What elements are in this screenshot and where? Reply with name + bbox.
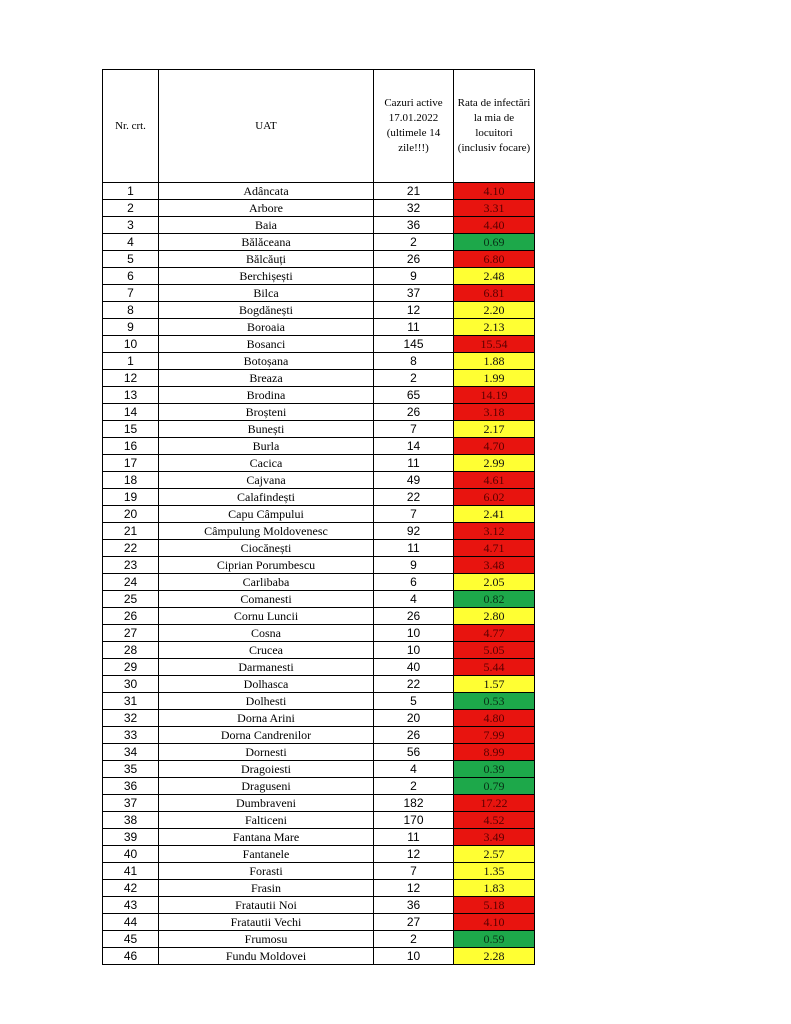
infection-rate-cell: 2.57 <box>454 846 535 863</box>
row-number-cell: 36 <box>103 778 159 795</box>
table-body <box>103 183 535 965</box>
active-cases-cell: 20 <box>374 710 454 727</box>
row-number-cell: 33 <box>103 727 159 744</box>
row-number-cell: 32 <box>103 710 159 727</box>
uat-name-cell: Bosanci <box>159 336 374 353</box>
uat-name-cell: Draguseni <box>159 778 374 795</box>
row-number-cell: 17 <box>103 455 159 472</box>
table-row <box>103 387 535 404</box>
table-row <box>103 217 535 234</box>
uat-name-cell: Broșteni <box>159 404 374 421</box>
row-number-cell: 35 <box>103 761 159 778</box>
uat-name-cell: Frumosu <box>159 931 374 948</box>
uat-name-cell: Comanesti <box>159 591 374 608</box>
active-cases-cell: 65 <box>374 387 454 404</box>
uat-name-cell: Fratautii Noi <box>159 897 374 914</box>
table-row <box>103 727 535 744</box>
active-cases-cell: 10 <box>374 625 454 642</box>
table-row <box>103 591 535 608</box>
row-number-cell: 34 <box>103 744 159 761</box>
table-row <box>103 540 535 557</box>
uat-name-cell: Fratautii Vechi <box>159 914 374 931</box>
table-row <box>103 659 535 676</box>
row-number-cell: 39 <box>103 829 159 846</box>
infection-rate-cell: 5.18 <box>454 897 535 914</box>
table-row <box>103 574 535 591</box>
uat-name-cell: Breaza <box>159 370 374 387</box>
infection-rate-cell: 3.49 <box>454 829 535 846</box>
active-cases-cell: 6 <box>374 574 454 591</box>
table-row <box>103 676 535 693</box>
infection-rate-cell: 3.12 <box>454 523 535 540</box>
row-number-cell: 14 <box>103 404 159 421</box>
active-cases-cell: 21 <box>374 183 454 200</box>
table-row <box>103 608 535 625</box>
infection-rate-cell: 1.83 <box>454 880 535 897</box>
row-number-cell: 29 <box>103 659 159 676</box>
infection-rate-cell: 4.10 <box>454 183 535 200</box>
active-cases-cell: 36 <box>374 897 454 914</box>
infection-rate-cell: 4.77 <box>454 625 535 642</box>
active-cases-cell: 12 <box>374 880 454 897</box>
infection-rate-cell: 2.99 <box>454 455 535 472</box>
row-number-cell: 21 <box>103 523 159 540</box>
active-cases-cell: 11 <box>374 829 454 846</box>
row-number-cell: 4 <box>103 234 159 251</box>
table-row <box>103 710 535 727</box>
uat-name-cell: Dorna Arini <box>159 710 374 727</box>
table-header <box>103 70 535 183</box>
uat-name-cell: Ciocănești <box>159 540 374 557</box>
infection-rate-cell: 4.61 <box>454 472 535 489</box>
uat-name-cell: Adâncata <box>159 183 374 200</box>
infection-rate-cell: 3.48 <box>454 557 535 574</box>
uat-name-cell: Dragoiesti <box>159 761 374 778</box>
uat-name-cell: Fundu Moldovei <box>159 948 374 965</box>
row-number-cell: 22 <box>103 540 159 557</box>
row-number-cell: 8 <box>103 302 159 319</box>
infection-rate-cell: 6.81 <box>454 285 535 302</box>
uat-name-cell: Burla <box>159 438 374 455</box>
uat-name-cell: Falticeni <box>159 812 374 829</box>
table-row <box>103 863 535 880</box>
row-number-cell: 16 <box>103 438 159 455</box>
active-cases-cell: 32 <box>374 200 454 217</box>
row-number-cell: 28 <box>103 642 159 659</box>
infection-rate-cell: 3.18 <box>454 404 535 421</box>
table-row <box>103 200 535 217</box>
table-row <box>103 472 535 489</box>
row-number-cell: 25 <box>103 591 159 608</box>
row-number-cell: 12 <box>103 370 159 387</box>
table-row <box>103 251 535 268</box>
infection-rate-cell: 2.13 <box>454 319 535 336</box>
infection-rate-cell: 2.41 <box>454 506 535 523</box>
active-cases-cell: 7 <box>374 506 454 523</box>
active-cases-cell: 26 <box>374 727 454 744</box>
infection-rate-cell: 1.88 <box>454 353 535 370</box>
row-number-cell: 30 <box>103 676 159 693</box>
row-number-cell: 6 <box>103 268 159 285</box>
active-cases-cell: 36 <box>374 217 454 234</box>
table-row <box>103 931 535 948</box>
table-row <box>103 914 535 931</box>
uat-name-cell: Carlibaba <box>159 574 374 591</box>
infection-rate-cell: 2.28 <box>454 948 535 965</box>
row-number-cell: 44 <box>103 914 159 931</box>
uat-name-cell: Botoșana <box>159 353 374 370</box>
active-cases-cell: 170 <box>374 812 454 829</box>
active-cases-cell: 27 <box>374 914 454 931</box>
infection-rate-cell: 1.57 <box>454 676 535 693</box>
uat-name-cell: Berchișești <box>159 268 374 285</box>
table-row <box>103 829 535 846</box>
infection-rate-cell: 1.35 <box>454 863 535 880</box>
table-row <box>103 455 535 472</box>
row-number-cell: 41 <box>103 863 159 880</box>
active-cases-cell: 12 <box>374 302 454 319</box>
header-infection-rate: Rata de infectări la mia de locuitori (inclusiv focare) <box>454 70 535 183</box>
header-row <box>103 70 535 183</box>
infection-rate-table <box>102 69 535 965</box>
row-number-cell: 1 <box>103 353 159 370</box>
row-number-cell: 20 <box>103 506 159 523</box>
table-row <box>103 285 535 302</box>
uat-name-cell: Bogdănești <box>159 302 374 319</box>
active-cases-cell: 11 <box>374 455 454 472</box>
active-cases-cell: 2 <box>374 370 454 387</box>
table-row <box>103 880 535 897</box>
table-row <box>103 642 535 659</box>
table-row <box>103 438 535 455</box>
active-cases-cell: 2 <box>374 778 454 795</box>
infection-rate-cell: 4.52 <box>454 812 535 829</box>
table-row <box>103 336 535 353</box>
table-row <box>103 625 535 642</box>
table-row <box>103 268 535 285</box>
infection-rate-cell: 14.19 <box>454 387 535 404</box>
row-number-cell: 24 <box>103 574 159 591</box>
uat-name-cell: Capu Câmpului <box>159 506 374 523</box>
table-row <box>103 489 535 506</box>
uat-name-cell: Bilca <box>159 285 374 302</box>
infection-rate-cell: 0.53 <box>454 693 535 710</box>
table-row <box>103 506 535 523</box>
active-cases-cell: 22 <box>374 489 454 506</box>
infection-rate-cell: 0.79 <box>454 778 535 795</box>
infection-rate-cell: 0.82 <box>454 591 535 608</box>
active-cases-cell: 26 <box>374 608 454 625</box>
table-row <box>103 557 535 574</box>
table-row <box>103 183 535 200</box>
uat-name-cell: Dorna Candrenilor <box>159 727 374 744</box>
uat-name-cell: Dolhesti <box>159 693 374 710</box>
infection-rate-cell: 2.80 <box>454 608 535 625</box>
infection-rate-cell: 4.10 <box>454 914 535 931</box>
row-number-cell: 42 <box>103 880 159 897</box>
row-number-cell: 37 <box>103 795 159 812</box>
table-row <box>103 404 535 421</box>
uat-name-cell: Arbore <box>159 200 374 217</box>
active-cases-cell: 49 <box>374 472 454 489</box>
header-nr-crt: Nr. crt. <box>103 70 159 183</box>
table-row <box>103 795 535 812</box>
table-row <box>103 319 535 336</box>
infection-rate-cell: 15.54 <box>454 336 535 353</box>
infection-rate-cell: 6.80 <box>454 251 535 268</box>
uat-name-cell: Cajvana <box>159 472 374 489</box>
infection-rate-cell: 1.99 <box>454 370 535 387</box>
infection-rate-cell: 5.44 <box>454 659 535 676</box>
row-number-cell: 26 <box>103 608 159 625</box>
active-cases-cell: 182 <box>374 795 454 812</box>
uat-name-cell: Cornu Luncii <box>159 608 374 625</box>
infection-rate-cell: 2.20 <box>454 302 535 319</box>
row-number-cell: 1 <box>103 183 159 200</box>
uat-name-cell: Frasin <box>159 880 374 897</box>
header-uat: UAT <box>159 70 374 183</box>
row-number-cell: 45 <box>103 931 159 948</box>
active-cases-cell: 2 <box>374 931 454 948</box>
infection-rate-cell: 17.22 <box>454 795 535 812</box>
row-number-cell: 27 <box>103 625 159 642</box>
uat-name-cell: Forasti <box>159 863 374 880</box>
table-row <box>103 812 535 829</box>
active-cases-cell: 10 <box>374 642 454 659</box>
row-number-cell: 9 <box>103 319 159 336</box>
active-cases-cell: 2 <box>374 234 454 251</box>
table-row <box>103 846 535 863</box>
active-cases-cell: 11 <box>374 319 454 336</box>
infection-rate-cell: 8.99 <box>454 744 535 761</box>
infection-rate-cell: 4.70 <box>454 438 535 455</box>
row-number-cell: 5 <box>103 251 159 268</box>
uat-name-cell: Calafindești <box>159 489 374 506</box>
active-cases-cell: 37 <box>374 285 454 302</box>
infection-rate-cell: 4.71 <box>454 540 535 557</box>
row-number-cell: 40 <box>103 846 159 863</box>
active-cases-cell: 9 <box>374 557 454 574</box>
uat-name-cell: Cacica <box>159 455 374 472</box>
infection-rate-cell: 5.05 <box>454 642 535 659</box>
active-cases-cell: 12 <box>374 846 454 863</box>
table-row <box>103 370 535 387</box>
infection-rate-cell: 2.05 <box>454 574 535 591</box>
infection-rate-cell: 6.02 <box>454 489 535 506</box>
row-number-cell: 43 <box>103 897 159 914</box>
row-number-cell: 7 <box>103 285 159 302</box>
uat-name-cell: Brodina <box>159 387 374 404</box>
uat-name-cell: Bunești <box>159 421 374 438</box>
table-row <box>103 693 535 710</box>
infection-rate-cell: 4.40 <box>454 217 535 234</box>
table-row <box>103 523 535 540</box>
infection-rate-cell: 0.69 <box>454 234 535 251</box>
infection-rate-cell: 2.48 <box>454 268 535 285</box>
infection-rate-cell: 7.99 <box>454 727 535 744</box>
uat-name-cell: Fantanele <box>159 846 374 863</box>
row-number-cell: 38 <box>103 812 159 829</box>
row-number-cell: 10 <box>103 336 159 353</box>
infection-rate-cell: 0.39 <box>454 761 535 778</box>
table-row <box>103 234 535 251</box>
active-cases-cell: 92 <box>374 523 454 540</box>
active-cases-cell: 10 <box>374 948 454 965</box>
uat-name-cell: Dolhasca <box>159 676 374 693</box>
uat-name-cell: Bălcăuți <box>159 251 374 268</box>
table-row <box>103 897 535 914</box>
infection-rate-cell: 2.17 <box>454 421 535 438</box>
infection-rate-cell: 0.59 <box>454 931 535 948</box>
uat-name-cell: Cosna <box>159 625 374 642</box>
active-cases-cell: 4 <box>374 591 454 608</box>
uat-name-cell: Câmpulung Moldovenesc <box>159 523 374 540</box>
table-row <box>103 761 535 778</box>
active-cases-cell: 145 <box>374 336 454 353</box>
row-number-cell: 19 <box>103 489 159 506</box>
uat-name-cell: Baia <box>159 217 374 234</box>
active-cases-cell: 26 <box>374 404 454 421</box>
active-cases-cell: 5 <box>374 693 454 710</box>
table-row <box>103 744 535 761</box>
row-number-cell: 23 <box>103 557 159 574</box>
uat-name-cell: Boroaia <box>159 319 374 336</box>
infection-rate-cell: 4.80 <box>454 710 535 727</box>
infection-rate-cell: 3.31 <box>454 200 535 217</box>
row-number-cell: 2 <box>103 200 159 217</box>
active-cases-cell: 26 <box>374 251 454 268</box>
table-row <box>103 302 535 319</box>
uat-name-cell: Fantana Mare <box>159 829 374 846</box>
uat-name-cell: Dumbraveni <box>159 795 374 812</box>
active-cases-cell: 11 <box>374 540 454 557</box>
active-cases-cell: 7 <box>374 421 454 438</box>
uat-name-cell: Darmanesti <box>159 659 374 676</box>
uat-name-cell: Bălăceana <box>159 234 374 251</box>
row-number-cell: 3 <box>103 217 159 234</box>
uat-name-cell: Dornesti <box>159 744 374 761</box>
table-row <box>103 948 535 965</box>
header-active-cases: Cazuri active 17.01.2022 (ultimele 14 zile!!!) <box>374 70 454 183</box>
table-row <box>103 353 535 370</box>
table-row <box>103 778 535 795</box>
uat-name-cell: Crucea <box>159 642 374 659</box>
active-cases-cell: 56 <box>374 744 454 761</box>
active-cases-cell: 9 <box>374 268 454 285</box>
row-number-cell: 18 <box>103 472 159 489</box>
row-number-cell: 31 <box>103 693 159 710</box>
active-cases-cell: 8 <box>374 353 454 370</box>
table-row <box>103 421 535 438</box>
row-number-cell: 15 <box>103 421 159 438</box>
row-number-cell: 46 <box>103 948 159 965</box>
active-cases-cell: 14 <box>374 438 454 455</box>
uat-name-cell: Ciprian Porumbescu <box>159 557 374 574</box>
active-cases-cell: 22 <box>374 676 454 693</box>
active-cases-cell: 40 <box>374 659 454 676</box>
active-cases-cell: 7 <box>374 863 454 880</box>
row-number-cell: 13 <box>103 387 159 404</box>
active-cases-cell: 4 <box>374 761 454 778</box>
